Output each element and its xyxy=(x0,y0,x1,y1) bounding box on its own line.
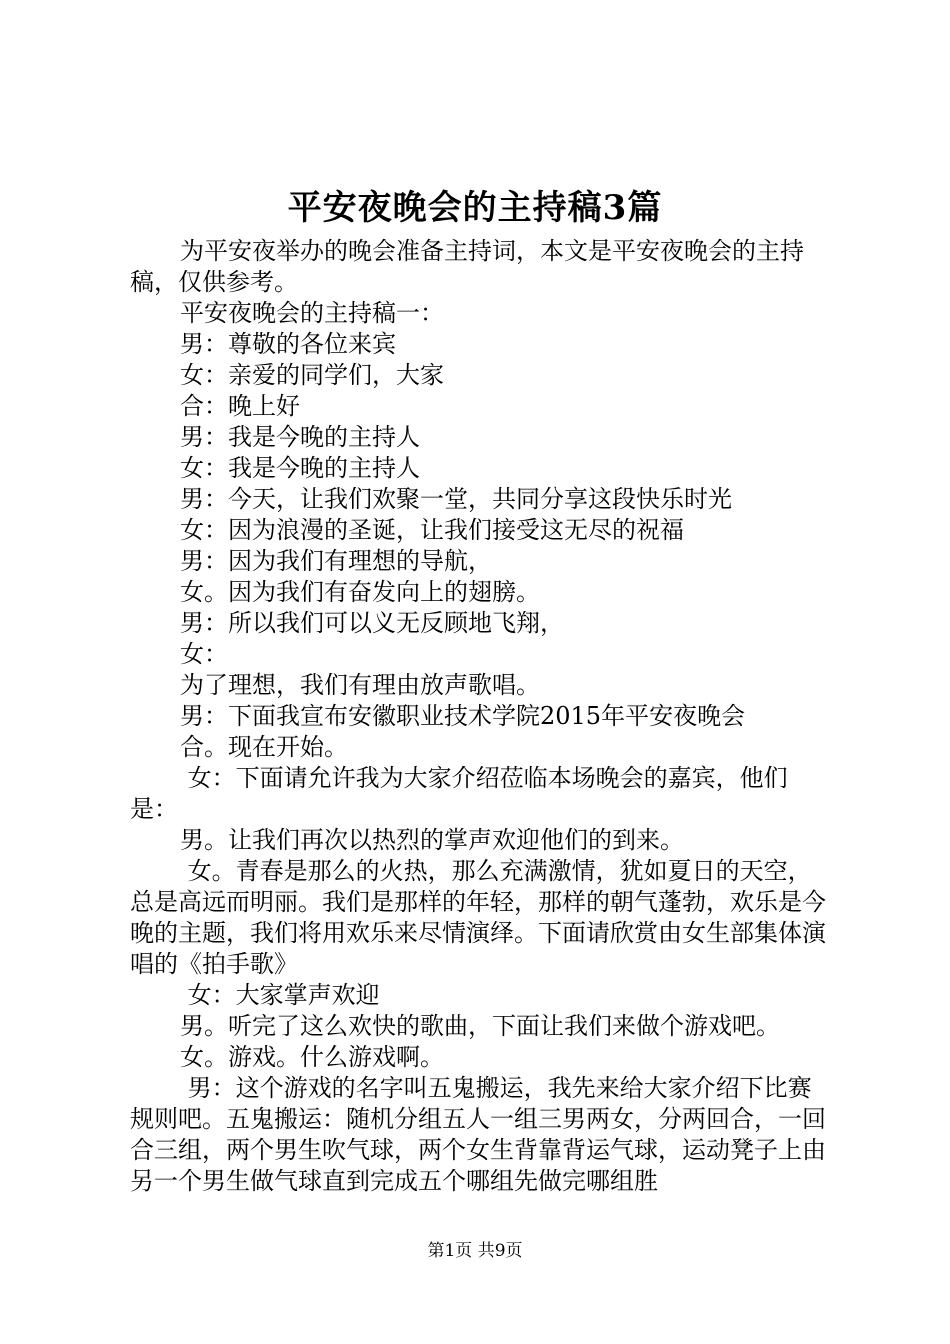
paragraph: 男：所以我们可以义无反顾地飞翔， xyxy=(180,609,564,637)
paragraph: 男：因为我们有理想的导航， xyxy=(180,547,492,575)
paragraph: 女：因为浪漫的圣诞，让我们接受这无尽的祝福 xyxy=(180,516,684,544)
paragraph: 男。听完了这么欢快的歌曲，下面让我们来做个游戏吧。 xyxy=(180,1012,780,1040)
paragraph: 女：大家掌声欢迎 xyxy=(180,981,380,1009)
paragraph: 平安夜晚会的主持稿一： xyxy=(180,299,444,327)
paragraph: 女：亲爱的同学们，大家 xyxy=(180,361,444,389)
paragraph: 女。游戏。什么游戏啊。 xyxy=(180,1043,444,1071)
paragraph: 为平安夜举办的晚会准备主持词，本文是平安夜晚会的主持稿，仅供参考。 xyxy=(130,237,804,296)
paragraph: 女： xyxy=(180,640,228,668)
paragraph: 女：我是今晚的主持人 xyxy=(180,454,420,482)
paragraph: 女。因为我们有奋发向上的翅膀。 xyxy=(180,578,540,606)
document-body xyxy=(130,236,833,1197)
document-title: 平安夜晚会的主持稿3篇 xyxy=(287,188,663,228)
paragraph: 男。让我们再次以热烈的掌声欢迎他们的到来。 xyxy=(180,826,684,854)
paragraph: 男：下面我宣布安徽职业技术学院2015年平安夜晚会 xyxy=(180,702,746,730)
paragraph: 男：今天，让我们欢聚一堂，共同分享这段快乐时光 xyxy=(180,485,732,513)
paragraph: 男：尊敬的各位来宾 xyxy=(180,330,396,358)
paragraph: 合。现在开始。 xyxy=(180,733,348,761)
page-number-footer: 第1页 共9页 xyxy=(427,1241,523,1261)
paragraph: 合：晚上好 xyxy=(180,392,300,420)
paragraph: 男：我是今晚的主持人 xyxy=(180,423,420,451)
paragraph: 女。青春是那么的火热，那么充满激情，犹如夏日的天空，总是高远而明丽。我们是那样的年轻，那样的朝气蓬勃，欢乐是今晚的主题，我们将用欢乐来尽情演绎。下面请欣赏由女生部集体演唱的《拍手歌》 xyxy=(130,857,826,978)
paragraph: 女：下面请允许我为大家介绍莅临本场晚会的嘉宾，他们是： xyxy=(130,764,788,823)
paragraph: 男：这个游戏的名字叫五鬼搬运，我先来给大家介绍下比赛规则吧。五鬼搬运：随机分组五人一组三男两女，分两回合，一回合三组，两个男生吹气球，两个女生背靠背运气球，运动凳子上由另一个男生做气球直到完成五个哪组先做完哪组胜 xyxy=(130,1074,826,1195)
paragraph: 为了理想，我们有理由放声歌唱。 xyxy=(180,671,540,699)
